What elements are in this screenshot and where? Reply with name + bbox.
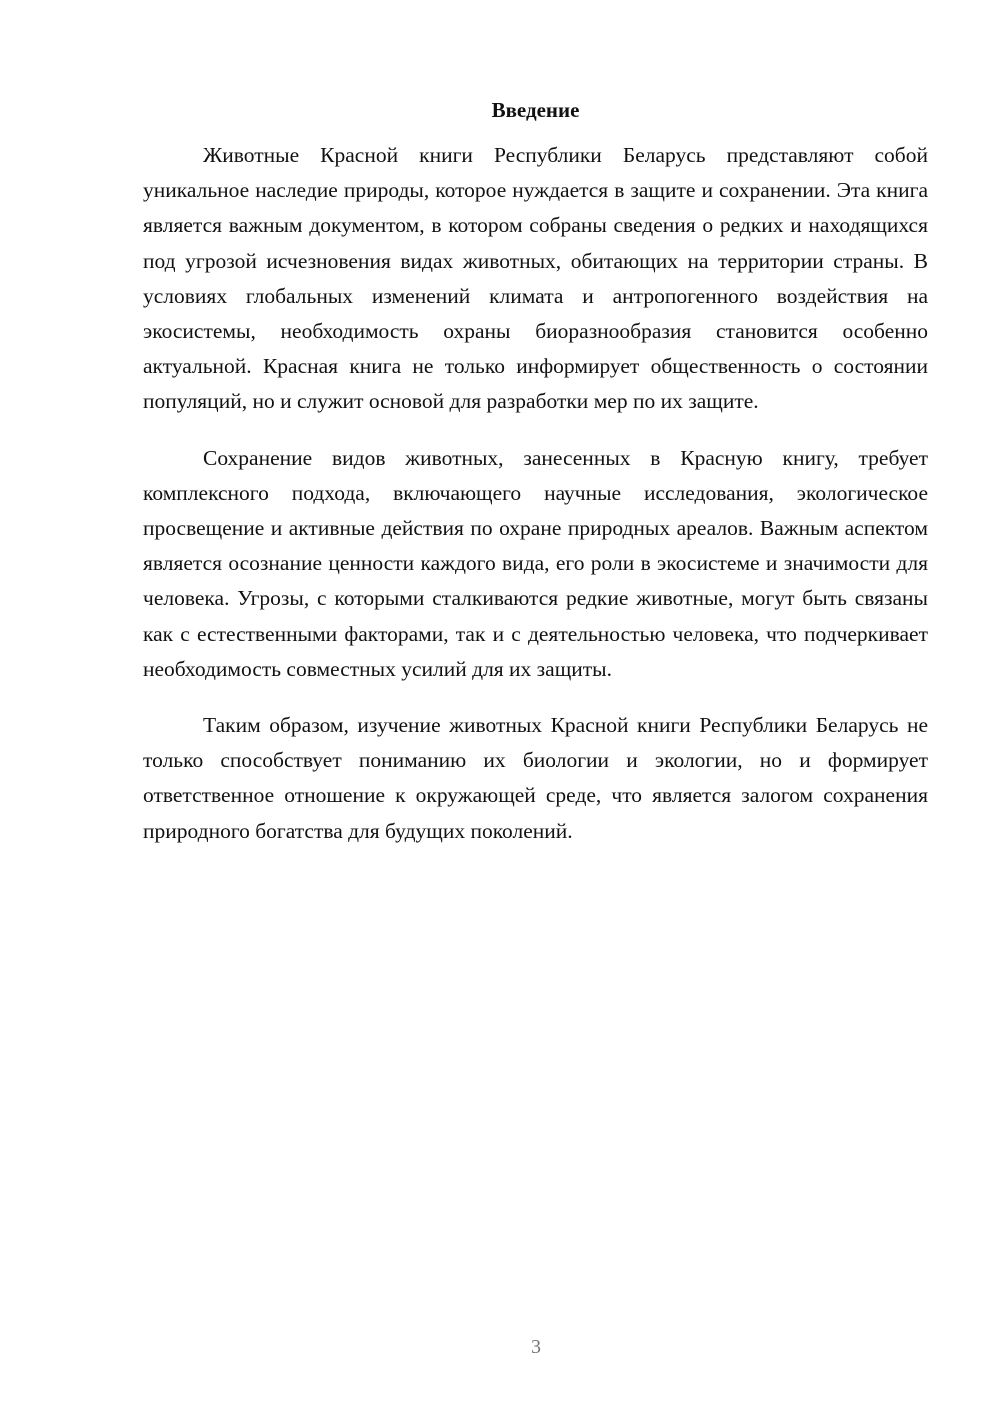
- paragraph-1: Животные Красной книги Республики Беларусь представляют собой уникальное наследие природы, которое нуждается в защите и сохранении. Эта книга является важным документом, в котором собраны сведения о редких и находящихся под угрозой исчезновения видах животных, обитающих на территории страны. В условиях глобальных изменений климата и антропогенного воздействия на экосистемы, необходимость охраны биоразнообразия становится особенно актуальной. Красная книга не только информирует общественность о состоянии популяций, но и служит основой для разработки мер по их защите.: [143, 143, 928, 414]
- paragraph-3: Таким образом, изучение животных Красной книги Республики Беларусь не только способствует пониманию их биологии и экологии, но и формирует ответственное отношение к окружающей среде, что является залогом сохранения природного богатства для будущих поколений.: [143, 713, 928, 843]
- document-body: [143, 96, 928, 870]
- paragraph-2: Сохранение видов животных, занесенных в Красную книгу, требует комплексного подхода, включающего научные исследования, экологическое просвещение и активные действия по охране природных ареалов. Важным аспектом является осознание ценности каждого вида, его роли в экосистеме и значимости для человека. Угрозы, с которыми сталкиваются редкие животные, могут быть связаны как с естественными факторами, так и с деятельностью человека, что подчеркивает необходимость совместных усилий для их защиты.: [143, 445, 928, 681]
- section-title: Введение: [491, 98, 580, 122]
- page-number: 3: [531, 1336, 541, 1358]
